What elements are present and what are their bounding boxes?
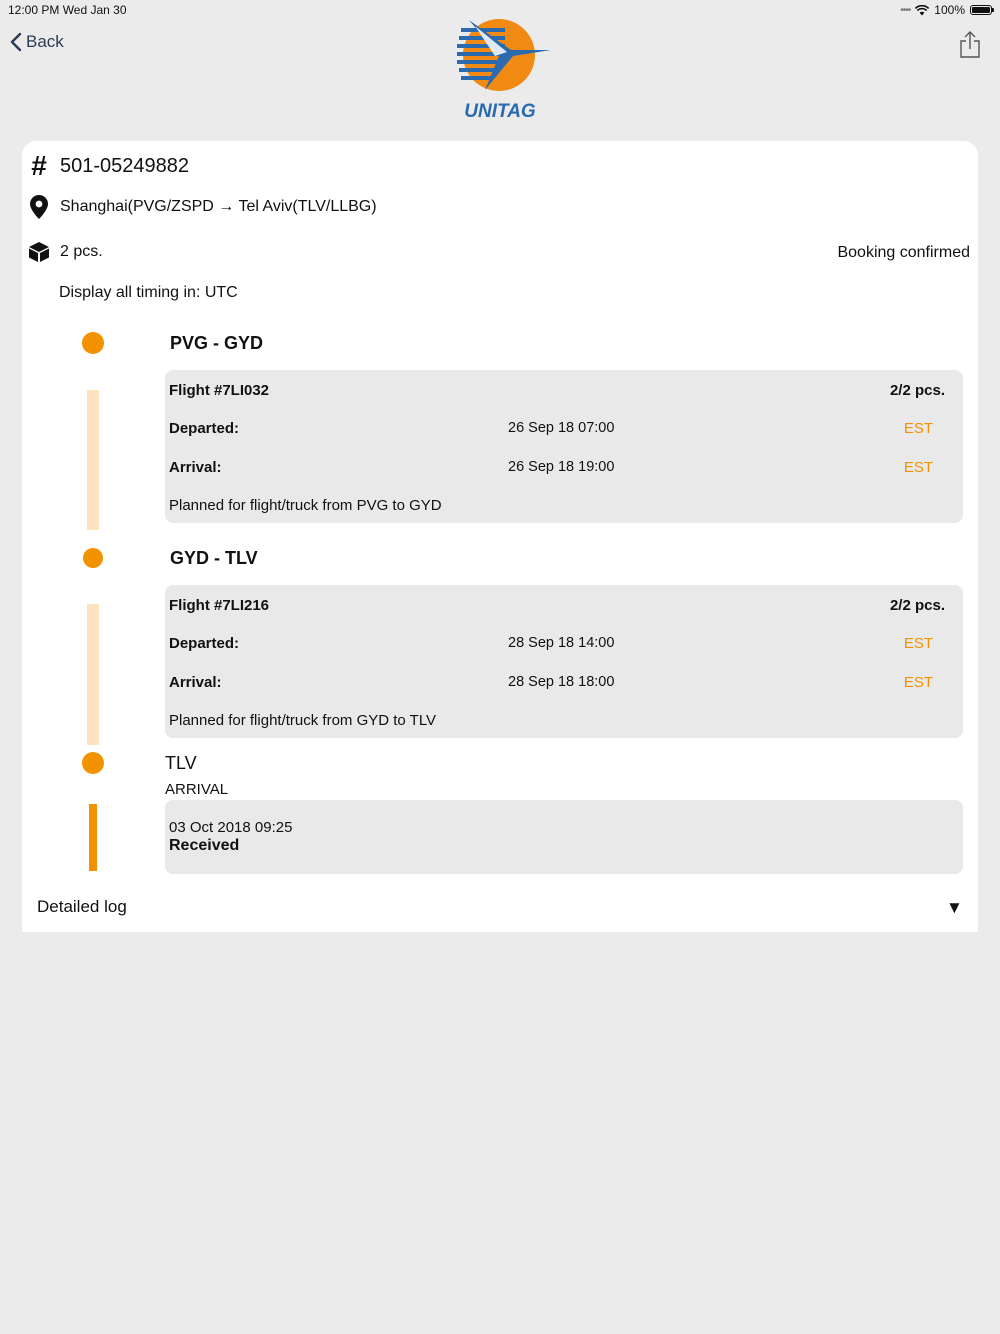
battery-icon — [970, 5, 992, 15]
unitag-logo — [455, 16, 555, 96]
timeline-dot — [82, 752, 104, 774]
destination-card — [165, 800, 963, 874]
departed-label: Departed: — [169, 420, 240, 437]
timeline-dot — [82, 332, 104, 354]
share-icon[interactable] — [958, 30, 982, 60]
destination-code: TLV — [165, 753, 197, 773]
arrival-est-badge: EST — [903, 459, 933, 476]
received-status: Received — [169, 837, 240, 854]
hash-icon: # — [31, 150, 47, 181]
status-indicators — [900, 3, 992, 17]
arrival-label: Arrival: — [169, 459, 222, 476]
route-text: Shanghai(PVG/ZSPD → Tel Aviv(TLV/LLBG) — [60, 198, 377, 215]
received-datetime: 03 Oct 2018 09:25 — [169, 819, 293, 836]
leg-pieces: 2/2 pcs. — [889, 597, 945, 614]
arrival-est-badge: EST — [903, 674, 933, 691]
departed-time: 26 Sep 18 07:00 — [508, 420, 615, 436]
pieces-count: 2 pcs. — [60, 243, 103, 260]
signal-icon: •••• — [900, 4, 911, 16]
departed-est-badge: EST — [903, 420, 933, 437]
awb-row — [28, 150, 189, 182]
detailed-log-toggle[interactable]: Detailed log — [37, 897, 127, 916]
back-button[interactable] — [10, 32, 64, 52]
leg-note: Planned for flight/truck from GYD to TLV — [169, 712, 437, 729]
triangle-down-icon[interactable]: ▼ — [946, 898, 963, 917]
booking-status: Booking confirmed — [837, 244, 970, 261]
arrival-time: 26 Sep 18 19:00 — [508, 459, 615, 475]
arrival-time: 28 Sep 18 18:00 — [508, 674, 615, 690]
arrival-label: Arrival: — [169, 674, 222, 691]
route-row — [28, 194, 377, 220]
departed-est-badge: EST — [903, 635, 933, 652]
leg-card — [165, 585, 963, 738]
departed-time: 28 Sep 18 14:00 — [508, 635, 615, 651]
location-pin-icon — [28, 194, 50, 220]
timeline-line — [87, 604, 99, 745]
leg-title: PVG - GYD — [170, 333, 264, 353]
package-icon — [28, 241, 50, 263]
pieces-row — [28, 241, 103, 263]
destination-label: ARRIVAL — [165, 781, 229, 798]
back-label: Back — [26, 32, 64, 51]
chevron-left-icon — [10, 32, 22, 52]
leg-title: GYD - TLV — [170, 548, 258, 568]
timing-note: Display all timing in: UTC — [59, 284, 238, 301]
logo-text: UNITAG — [464, 101, 536, 122]
battery-percent: 100% — [934, 3, 965, 17]
status-time: 12:00 PM Wed Jan 30 — [8, 3, 127, 17]
leg-note: Planned for flight/truck from PVG to GYD — [169, 497, 442, 514]
awb-number: 501-05249882 — [60, 154, 190, 177]
departed-label: Departed: — [169, 635, 240, 652]
timeline-dot — [83, 548, 103, 568]
timeline-line — [87, 390, 99, 530]
flight-number: Flight #7LI032 — [169, 382, 270, 399]
wifi-icon — [915, 5, 929, 16]
leg-card — [165, 370, 963, 523]
flight-number: Flight #7LI216 — [169, 597, 270, 614]
timeline-line-active — [89, 804, 97, 871]
leg-pieces: 2/2 pcs. — [889, 382, 945, 399]
